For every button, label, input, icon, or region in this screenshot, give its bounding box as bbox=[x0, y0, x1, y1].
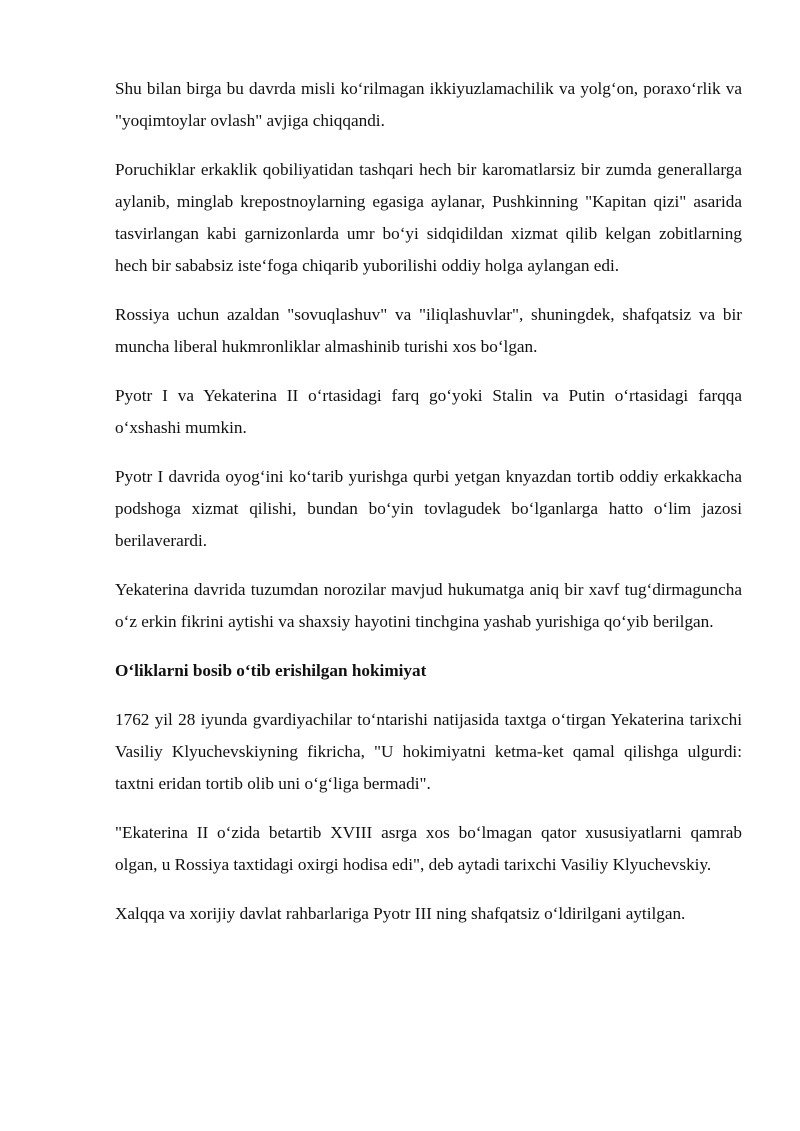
paragraph-hypocrisy: Shu bilan birga bu davrda misli ko‘rilmagan ikkiyuzlamachilik va yolg‘on, poraxo‘rlik va "yoqimtoylar ovlash" avjiga chiqqandi. bbox=[115, 79, 742, 130]
paragraph-peter-catherine: Pyotr I va Yekaterina II o‘rtasidagi farq go‘yoki Stalin va Putin o‘rtasidagi farqqa o‘xshashi mumkin. bbox=[115, 386, 742, 437]
paragraph-catherine-era: Yekaterina davrida tuzumdan norozilar mavjud hukumatga aniq bir xavf tug‘dirmaguncha o‘z erkin fikrini aytishi va shaxsiy hayotini tinchgina yashab yurishiga qo‘yib berilgan. bbox=[115, 580, 742, 631]
section-heading: O‘liklarni bosib o‘tib erishilgan hokimiyat bbox=[115, 661, 427, 680]
paragraph-klyuchevsky-quote: "Ekaterina II o‘zida betartib XVIII asrga xos bo‘lmagan qator xususiyatlarni qamrab olgan, u Rossiya taxtidagi oxirgi hodisa edi", deb aytadi tarixchi Vasiliy Klyuchevskiy. bbox=[115, 823, 742, 874]
paragraph-lieutenants: Poruchiklar erkaklik qobiliyatidan tashqari hech bir karomatlarsiz bir zumda generallarga aylanib, minglab krepostnoylarning egasiga aylanar, Pushkinning "Kapitan qizi" asarida tasvirlangan kabi garnizonlarda umr bo‘yi sidqidildan xizmat qilib kelgan zobitlarning hech bir sababsiz iste‘foga chiqarib yuborilishi oddiy holga aylangan edi. bbox=[115, 160, 742, 275]
document-page bbox=[115, 73, 742, 947]
paragraph-peter-era: Pyotr I davrida oyog‘ini ko‘tarib yurishga qurbi yetgan knyazdan tortib oddiy erkakkacha podshoga xizmat qilishi, bundan bo‘yin tovlagudek bo‘lganlarga hatto o‘lim jazosi berilaverardi. bbox=[115, 467, 742, 550]
paragraph-russia-thaws: Rossiya uchun azaldan "sovuqlashuv" va "iliqlashuvlar", shuningdek, shafqatsiz va bir muncha liberal hukmronliklar almashinib turishi xos bo‘lgan. bbox=[115, 305, 742, 356]
paragraph-peter-iii: Xalqqa va xorijiy davlat rahbarlariga Pyotr III ning shafqatsiz o‘ldirilgani aytilgan. bbox=[115, 904, 686, 923]
paragraph-1762-coup: 1762 yil 28 iyunda gvardiyachilar to‘ntarishi natijasida taxtga o‘tirgan Yekaterina tarixchi Vasiliy Klyuchevskiyning fikricha, "U hokimiyatni ketma-ket qamal qilishga ulgurdi: taxtni eridan tortib olib uni o‘g‘liga bermadi". bbox=[115, 710, 742, 793]
